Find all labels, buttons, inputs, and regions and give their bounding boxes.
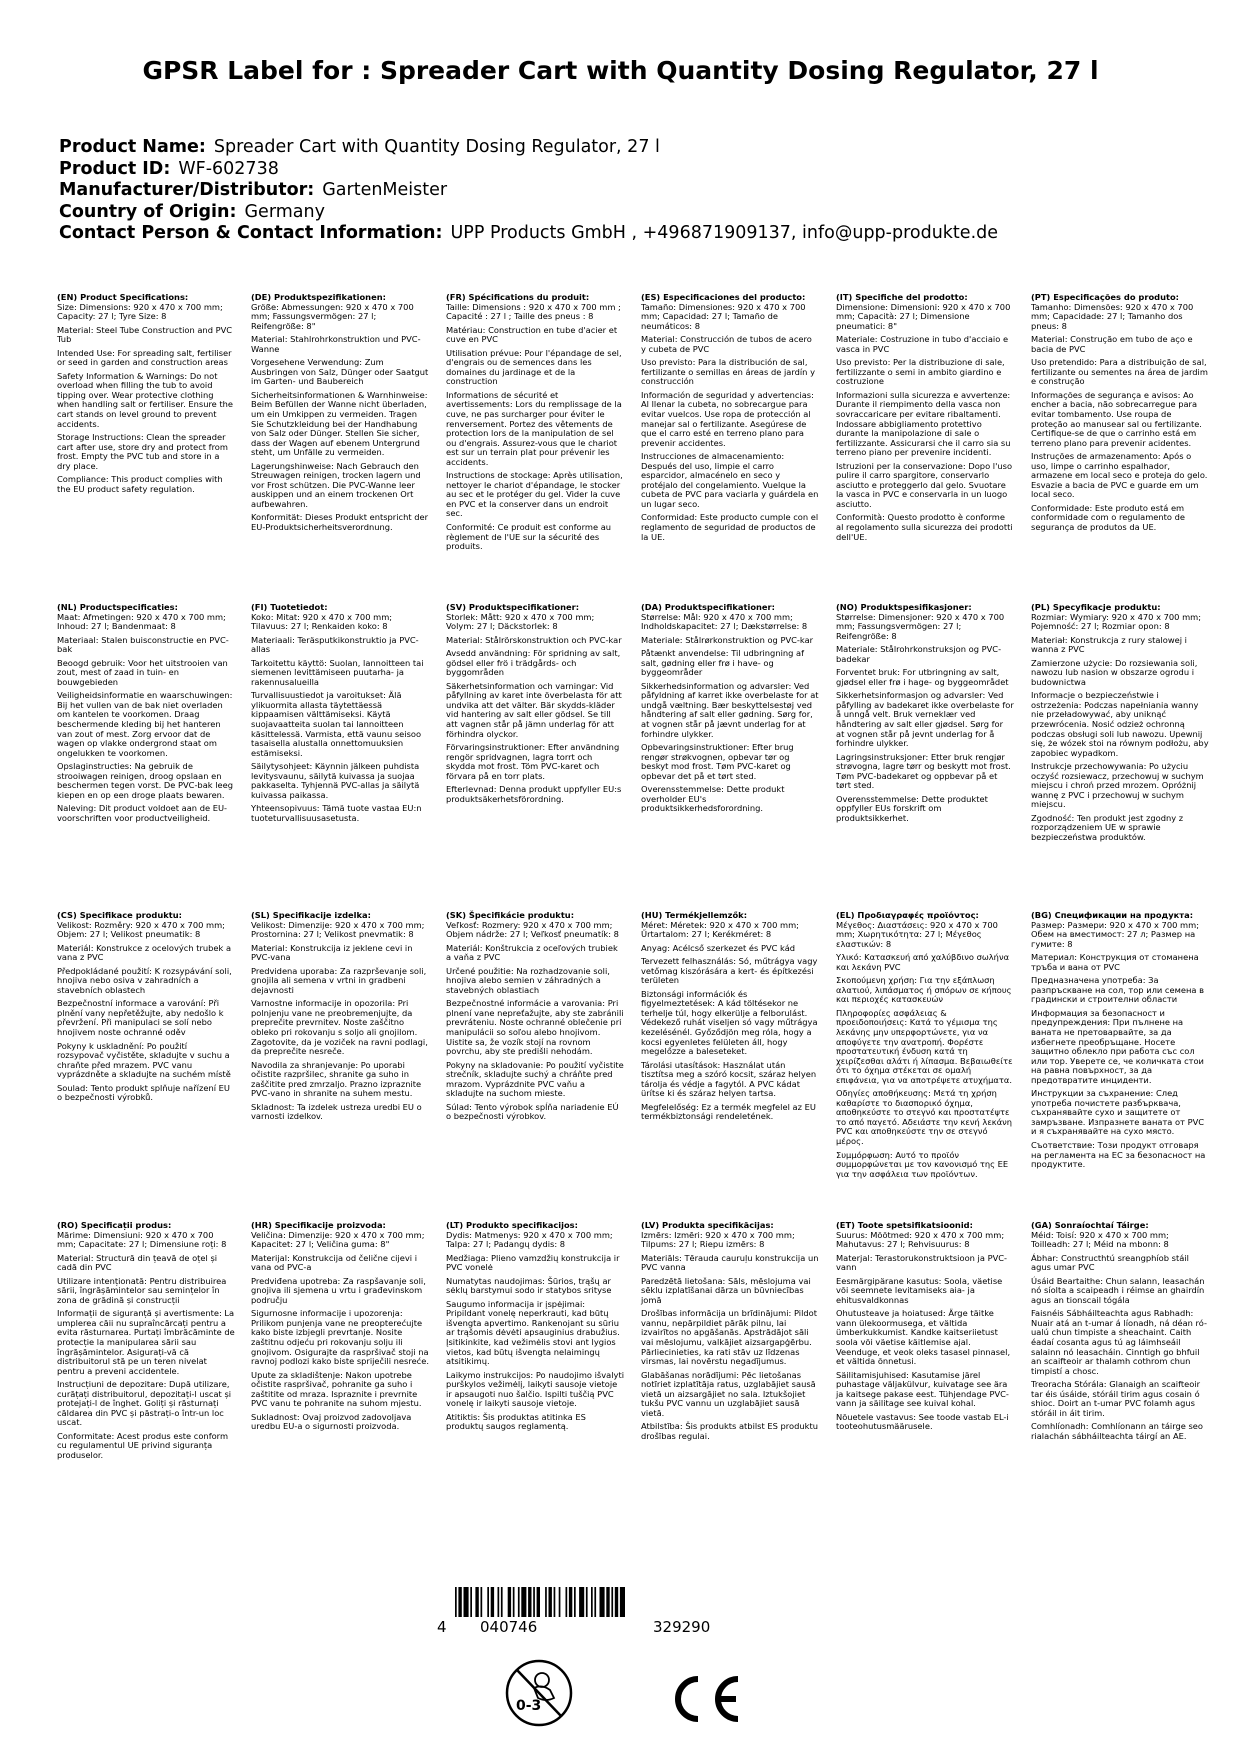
spec-section: Drošības informācija un brīdinājumi: Pildot vannu, nepārpildiet pārāk pilnu, lai izvairītos no apgāšanās. Apstrādājot sāli vai mēslojumu, valkājiet aizsargapģērbu. Pārliecinieties, ka rati stāv uz līdzenas virsmas, lai novērstu negadījumus. xyxy=(641,1308,817,1367)
spec-section: Οδηγίες αποθήκευσης: Μετά τη χρήση καθαρίστε το διασπορικό όχημα, αποθηκεύστε το στεγνό και προστατέψτε το από παγετό. Αδειάστε την κενή λεκάνη PVC και αποθηκεύστε την σε στεγνό μέρος. xyxy=(836,1088,1013,1147)
spec-section: Size: Dimensions: 920 x 470 x 700 mm; Capacity: 27 l; Tyre Size: 8 xyxy=(57,301,223,322)
barcode-bar xyxy=(574,1587,576,1617)
spec-section: Tamanho: Dimensões: 920 x 470 x 700 mm; Capacidade: 27 l; Tamanho dos pneus: 8 xyxy=(1031,301,1194,331)
spec-section: Sikkerhedsinformation og advarsler: Ved påfyldning af karret ikke overbelaste for at undgå væltning. Bær beskyttelsestøj ved håndtering af salt eller gødning. Sørg for, at vognen står på jævnt underlag for at forhindre ulykker. xyxy=(641,680,819,739)
barcode-bar xyxy=(600,1587,605,1617)
language-heading: (IT) Specifiche del prodotto: xyxy=(836,292,968,302)
spec-section: Material: Construcción de tubos de acero y cubeta de PVC xyxy=(641,334,812,354)
spec-section: Sicherheitsinformationen & Warnhinweise: Beim Befüllen der Wanne nicht überladen, um ein Umkippen zu vermeiden. Tragen Sie Schutzkleidung bei der Handhabung von Salz oder Dünger. Stellen Sie sicher, dass der Wagen auf ebenem Untergrund steht, um Unfälle zu vermeiden. xyxy=(251,389,428,458)
spec-section: Säilitamisjuhised: Kasutamise järel puhastage väljakülvur, kuivatage see ära ja kaitsege pakase eest. Tühjendage PVC-vann ja säilitage see kuival kohal. xyxy=(836,1369,1009,1409)
language-block xyxy=(57,293,235,498)
language-block xyxy=(446,1221,624,1436)
spec-section: Velikost: Rozměry: 920 x 470 x 700 mm; Objem: 27 l; Velikost pneumatik: 8 xyxy=(57,919,225,940)
language-heading: (NO) Produktspesifikasjoner: xyxy=(836,602,972,612)
spec-section: Numatytas naudojimas: Šūrios, trąšų ar sėklų barstymui sodo ir statybos srityse xyxy=(446,1275,612,1296)
barcode-bar xyxy=(455,1587,457,1617)
spec-section: Úsáid Beartaithe: Chun salann, leasachán nó síolta a scaipeadh i réimse an ghairdín agus an tionscail tógála xyxy=(1031,1275,1205,1305)
spec-section: Conformità: Questo prodotto è conforme al regolamento sulla sicurezza dei prodotti dell'UE. xyxy=(836,512,1013,542)
product-info xyxy=(59,137,998,245)
language-heading: (LV) Produkta specifikācijas: xyxy=(641,1220,774,1230)
language-heading: (ES) Especificaciones del producto: xyxy=(641,292,806,302)
barcode-bar xyxy=(569,1587,572,1617)
spec-section: Storlek: Mått: 920 x 470 x 700 mm; Volym: 27 l; Däckstorlek: 8 xyxy=(446,611,595,632)
spec-section: Beoogd gebruik: Voor het uitstrooien van zout, mest of zaad in tuin- en bouwgebieden xyxy=(57,657,228,687)
barcode-bar xyxy=(594,1587,596,1617)
spec-section: Biztonsági információk és figyelmeztetések: A kád töltésekor ne terhelje túl, hogy elkerülje a felborulást. Védekező ruhát viseljen só vagy műtrágya kezelésénél. Győződjön meg róla, hogy a kocsi egyenletes felületen áll, hogy megelőzze a baleseteket. xyxy=(641,988,818,1057)
spec-section: Sukladnost: Ovaj proizvod zadovoljava uredbu EU-a o sigurnosti proizvoda. xyxy=(251,1411,412,1432)
spec-section: Storage Instructions: Clean the spreader cart after use, store dry and protect from frost. Empty the PVC tub and store in a dry place. xyxy=(57,432,228,471)
spec-section: Súlad: Tento výrobok spĺňa nariadenie EÚ o bezpečnosti výrobkov. xyxy=(446,1101,619,1122)
spec-section: Glabāšanas norādījumi: Pēc lietošanas notīriet izplatītāja ratus, uzglabājiet sausā vietā un aizsargājiet no sala. Iztukšojiet tukšu PVC vannu un uzglabājiet sausā vietā. xyxy=(641,1369,816,1418)
spec-section: Información de seguridad y advertencias: Al llenar la cubeta, no sobrecargue para evitar vuelcos. Use ropa de protección al manejar sal o fertilizante. Asegúrese de que el carro esté en terreno plano para prevenir accidentes. xyxy=(641,389,814,448)
spec-section: Varnostne informacije in opozorila: Pri polnjenju vane ne preobremenjujte, da preprečite prevrnitev. Noste zaščitno obleko pri rokovanju s soljo ali gnojilom. Zagotovite, da je voziček na ravni podlagi, da preprečite nesreče. xyxy=(251,998,428,1057)
language-heading: (ET) Toote spetsifikatsioonid: xyxy=(836,1220,973,1230)
spec-section: Méid: Toisí: 920 x 470 x 700 mm; Toilleadh: 27 l; Méid na mbonn: 8 xyxy=(1031,1229,1169,1250)
language-block xyxy=(641,911,819,1126)
spec-section: Pokyny na skladovanie: Po použití vyčistite strečník, skladujte suchý a chráňte pred mrazom. Vyprázdnite PVC vaňu a skladujte na suchom mieste. xyxy=(446,1059,624,1099)
language-heading: (DE) Produktspezifikationen: xyxy=(251,292,386,302)
spec-section: Συμμόρφωση: Αυτό το προϊόν συμμορφώνεται με τον κανονισμό της ΕΕ για την ασφάλεια των προϊόντων. xyxy=(836,1149,1009,1179)
spec-section: Utilisation prévue: Pour l'épandage de sel, d'engrais ou de semences dans les domaines du jardinage et de la construction xyxy=(446,347,622,387)
spec-section: Instruções de armazenamento: Após o uso, limpe o carrinho espalhador, armazene em local seco e proteja do gelo. Esvazie a bacia de PVC e guarde em um local seco. xyxy=(1031,451,1208,500)
spec-section: Turvallisuustiedot ja varoitukset: Älä ylikuormita allasta täytettäessä kippaamisen välttämiseksi. Käytä suojavaatteita suolan tai lannoitteen käsittelessä. Varmista, että vaunu seisoo tasaisella alustalla onnettomuuksien estämiseksi. xyxy=(251,690,422,758)
spec-section: Yhteensopivuus: Tämä tuote vastaa EU:n tuoteturvallisuusasetusta. xyxy=(251,803,422,823)
product-id-value: WF-602738 xyxy=(178,158,279,179)
spec-section: Uso previsto: Per la distribuzione di sale, fertilizzante o semi in ambito giardino e costruzione xyxy=(836,357,1005,387)
spec-section: Zamierzone użycie: Do rozsiewania soli, nawozu lub nasion w obszarze ogrodu i budownictwa xyxy=(1031,657,1198,687)
spec-section: Materiál: Konstrukce z ocelových trubek a vana z PVC xyxy=(57,942,232,963)
spec-section: Uso pretendido: Para a distribuição de sal, fertilizante ou sementes na área de jardim e construção xyxy=(1031,357,1208,387)
spec-section: Materiale: Stålrohrkonstruksjon og PVC-badekar xyxy=(836,644,1002,664)
barcode-bar xyxy=(464,1587,469,1617)
spec-section: Naleving: Dit product voldoet aan de EU-voorschriften voor productveiligheid. xyxy=(57,803,228,823)
spec-section: Veličina: Dimenzije: 920 x 470 x 700 mm; Kapacitet: 27 l; Veličina guma: 8" xyxy=(251,1229,425,1250)
language-heading: (PT) Especificações do produto: xyxy=(1031,292,1179,302)
spec-section: Materiaali: Teräsputkikonstruktio ja PVC-allas xyxy=(251,634,419,655)
spec-section: Ábhar: Constructhtú sreangphíob stáil agus umar PVC xyxy=(1031,1252,1189,1273)
spec-section: Materiał: Konstrukcja z rury stalowej i wanna z PVC xyxy=(1031,634,1187,655)
spec-section: Bezpečnostní informace a varování: Při plnění vany nepřetěžujte, aby nedošlo k převržení. Při manipulaci se solí nebo hnojivem noste ochranné oděv xyxy=(57,998,224,1038)
spec-section: Conformidad: Este producto cumple con el reglamento de seguridad de productos de la UE. xyxy=(641,512,819,542)
spec-section: Comhlíonadh: Comhlíonann an táirge seo rialachán sábháilteachta táirgí an AE. xyxy=(1031,1421,1203,1441)
spec-section: Overensstemmelse: Dette produkt overholder EU's produktsikkerhedsforordning. xyxy=(641,784,785,814)
no-small-children-icon xyxy=(504,1658,574,1728)
contact-label: Contact Person & Contact Information: xyxy=(59,223,443,244)
spec-section: Matériau: Construction en tube d'acier et cuve en PVC xyxy=(446,324,618,345)
barcode-bar xyxy=(615,1587,618,1617)
language-block xyxy=(1031,293,1209,537)
spec-section: Laikymo instrukcijos: Po naudojimo išvalyti purškylos vežimėlį, laikyti sausoje vietoje ir apsaugoti nuo šalčio. Ispilti tuščią PVC vonelę ir laikyti sausoje vietoje. xyxy=(446,1369,625,1409)
spec-section: Zgodność: Ten produkt jest zgodny z rozporządzeniem UE w sprawie bezpieczeństwa produktów. xyxy=(1031,812,1184,843)
language-heading: (FR) Spécifications du produit: xyxy=(446,292,590,302)
spec-section: Conformité: Ce produit est conforme au règlement de l'UE sur la sécurité des produits. xyxy=(446,522,612,552)
spec-section: Материал: Конструкция от стоманена тръба и вана от PVC xyxy=(1031,952,1199,972)
barcode-bar xyxy=(611,1587,613,1617)
barcode-bar xyxy=(566,1587,568,1617)
spec-section: Material: Structură din țeavă de oțel și cadă din PVC xyxy=(57,1252,218,1273)
spec-section: Sigurnosne informacije i upozorenja: Prilikom punjenja vane ne preopterećujte kako biste izbjegli prevrtanje. Nosite zaštitnu odjeću pri rokovanju solju ili gnojivom. Osigurajte da raspršivač stoji na ravnoj podlozi kako biste spriječili nesreće. xyxy=(251,1308,429,1367)
spec-section: Materiál: Konštrukcia z oceľových trubiek a vaňa z PVC xyxy=(446,942,618,963)
language-heading: (GA) Sonraíochtaí Táirge: xyxy=(1031,1220,1149,1230)
barcode-bar xyxy=(513,1587,515,1617)
spec-section: Πληροφορίες ασφάλειας & προειδοποιήσεις: Κατά το γέμισμα της λεκάνης μην υπερφορτώνετε, για να αποφύγετε την ανατροπή. Φορέστε προστατευτική ένδυση κατά τη χειρίζεσθαι αλάτι ή λίπασμα. Βεβαιωθείτε ότι το όχημα στέκεται σε ομαλή επιφάνεια, για να αποτρέψετε ατυχήματα. xyxy=(836,1007,1013,1085)
language-heading: (CS) Specifikace produktu: xyxy=(57,910,182,920)
spec-section: Informații de siguranță și avertismente: La umplerea căii nu supraîncărcați pentru a evita răsturnarea. Purtați îmbrăcăminte de protecție la manipularea sării sau îngrășămintelor. Asigurați-vă că distribuitorul stă pe un teren nivelat pentru a preveni accidentele. xyxy=(57,1308,235,1376)
barcode-bar xyxy=(620,1587,625,1617)
manufacturer-value: GartenMeister xyxy=(322,180,448,201)
spec-section: Materiāls: Tērauda cauruļu konstrukcija un PVC vanna xyxy=(641,1252,819,1273)
spec-section: Instructions de stockage: Après utilisation, nettoyer le chariot d'épandage, le stocker au sec et le protéger du gel. Vider la cuve en PVC et la conserver dans un endroit sec. xyxy=(446,470,623,519)
language-block xyxy=(641,1221,819,1445)
spec-section: Skladnost: Ta izdelek ustreza uredbi EU o varnosti izdelkov. xyxy=(251,1101,422,1122)
spec-section: Größe: Abmessungen: 920 x 470 x 700 mm; Fassungsvermögen: 27 l; Reifengröße: 8" xyxy=(251,301,414,331)
barcode-bar xyxy=(470,1587,472,1617)
spec-section: Materiaal: Stalen buisconstructie en PVC-bak xyxy=(57,634,229,655)
spec-section: Material: Steel Tube Construction and PVC Tub xyxy=(57,324,233,345)
spec-section: Påtænkt anvendelse: Til udbringning af salt, gødning eller frø i have- og byggeområder xyxy=(641,648,805,678)
spec-section: Safety Information & Warnings: Do not overload when filling the tub to avoid tipping over. Wear protective clothing when handling salt or fertiliser. Ensure the cart stands on level ground to prevent accidents. xyxy=(57,370,234,429)
spec-section: Sikkerhetsinformasjon og advarsler: Ved påfylling av badekaret ikke overbelaste for å unngå velt. Bruk verneklær ved håndtering av salt eller gjødsel. Sørg for at vognen står på jevnt underlag for å forhindre ulykker. xyxy=(836,690,1014,749)
spec-section: Materiale: Costruzione in tubo d'acciaio e vasca in PVC xyxy=(836,334,1009,354)
spec-section: Съответствие: Този продукт отговаря на регламента на ЕС за безопасност на продуктите. xyxy=(1031,1140,1206,1170)
barcode-bar xyxy=(501,1587,503,1617)
spec-section: Tarkoitettu käyttö: Suolan, lannoitteen tai siemenen levittämiseen puutarha- ja rakennusalueilla xyxy=(251,657,424,687)
barcode-bar xyxy=(549,1587,552,1617)
spec-section: Koko: Mitat: 920 x 470 x 700 mm; Tilavuus: 27 l; Renkaiden koko: 8 xyxy=(251,611,393,632)
spec-section: Информация за безопасност и предупреждения: При пълнене на ваната не претоварвайте, за да избегнете преобръщане. Носете защитно облекло при работа със сол или тор. Уверете се, че количката стои на равна повърхност, за да предотвратите инциденти. xyxy=(1031,1007,1204,1085)
language-heading: (BG) Спецификации на продукта: xyxy=(1031,910,1194,920)
language-heading: (PL) Specyfikacje produktu: xyxy=(1031,602,1161,612)
spec-section: Pokyny k uskladnění: Po použití rozsypovač vyčistěte, skladujte v suchu a chraňte před mrazem. PVC vanu vyprázdněte a skladujte na suchém místě xyxy=(57,1040,231,1080)
spec-section: Forventet bruk: For utbringning av salt, gjødsel eller frø i hage- og byggeområdet xyxy=(836,667,1009,687)
language-block xyxy=(641,293,819,546)
spec-section: Compliance: This product complies with the EU product safety regulation. xyxy=(57,474,223,494)
product-name-label: Product Name: xyxy=(59,137,206,157)
barcode-bar xyxy=(559,1587,561,1617)
spec-section: Materjal: Terastorukonstruktsioon ja PVC-vann xyxy=(836,1252,1008,1273)
spec-section: Vorgesehene Verwendung: Zum Ausbringen von Salz, Dünger oder Saatgut im Garten- und Baubereich xyxy=(251,357,429,387)
barcode-bar xyxy=(498,1587,500,1617)
product-name-value: Spreader Cart with Quantity Dosing Regulator, 27 l xyxy=(213,137,660,157)
country-label: Country of Origin: xyxy=(59,201,237,222)
spec-section: Konformität: Dieses Produkt entspricht der EU-Produktsicherheitsverordnung. xyxy=(251,512,429,533)
spec-section: Megfelelőség: Ez a termék megfelel az EU termékbiztonsági rendeletének. xyxy=(641,1101,816,1122)
spec-section: Veľkosť: Rozmery: 920 x 470 x 700 mm; Objem nádrže: 27 l; Veľkosť pneumatík: 8 xyxy=(446,919,619,940)
contact-row xyxy=(59,223,998,245)
language-heading: (HU) Termékjellemzők: xyxy=(641,910,748,920)
spec-section: Ohutusteave ja hoiatused: Ärge täitke vann ülekoormusega, et vältida ümberkukkumist. Kandke kaitseriietust soola või väetise käitlemise ajal. Veenduge, et veok oleks tasasel pinnasel, et vältida õnnetusi. xyxy=(836,1308,1011,1367)
barcode-bar xyxy=(491,1587,494,1617)
language-heading: (SV) Produktspecifikationer: xyxy=(446,602,580,612)
spec-section: Informações de segurança e avisos: Ao encher a bacia, não sobrecarregue para evitar tombamento. Use roupa de proteção ao manusear sal ou fertilizante. Certifique-se de que o carrinho está em terreno plano para prevenir acidentes. xyxy=(1031,389,1202,448)
spec-section: Størrelse: Dimensjoner: 920 x 470 x 700 mm; Fassungsvermögen: 27 l; Reifengröße: 8 xyxy=(836,611,1005,641)
spec-section: Instrucciones de almacenamiento: Después del uso, limpie el carro esparcidor, almacénelo en seco y protéjalo del congelamiento. Vuelque la cubeta de PVC para vaciarla y guárdela en un lugar seco. xyxy=(641,451,819,509)
spec-section: Taille: Dimensions : 920 x 470 x 700 mm ; Capacité : 27 l ; Taille des pneus : 8 xyxy=(446,301,621,322)
spec-section: Μέγεθος: Διαστάσεις: 920 x 470 x 700 mm; Χωρητικότητα: 27 l; Μέγεθος ελαστικών: 8 xyxy=(836,919,998,949)
page-title: GPSR Label for : Spreader Cart with Quantity Dosing Regulator, 27 l xyxy=(142,56,1099,85)
age-badge-text: 0-3 xyxy=(516,1698,542,1714)
ce-mark-icon xyxy=(666,1674,746,1724)
spec-section: Instrukcje przechowywania: Po użyciu oczyść rozsiewacz, przechowuj w suchym miejscu i chroń przed mrozem. Opróżnij wannę z PVC i przechowuj w suchym miejscu. xyxy=(1031,761,1204,810)
barcode-bar xyxy=(606,1587,609,1617)
barcode-bar xyxy=(528,1587,531,1617)
language-block xyxy=(446,911,624,1126)
spec-section: Izmērs: Izmēri: 920 x 470 x 700 mm; Tilpums: 27 l; Riepu izmērs: 8 xyxy=(641,1229,795,1250)
spec-section: Anyag: Acélcső szerkezet és PVC kád xyxy=(641,942,796,953)
spec-section: Предназначена употреба: За разпръскване на сол, тор или семена в градински и строителни области xyxy=(1031,975,1204,1005)
spec-section: Predviđena upotreba: Za raspšavanje soli, gnojiva ili sjemena u vrtu i građevinskom području xyxy=(251,1275,426,1305)
spec-section: Materiale: Stålrørkonstruktion og PVC-kar xyxy=(641,634,814,645)
language-block xyxy=(1031,603,1209,847)
language-block xyxy=(641,603,819,818)
spec-section: Tamaño: Dimensiones: 920 x 470 x 700 mm; Capacidad: 27 l; Tamaño de neumáticos: 8 xyxy=(641,301,806,331)
language-block xyxy=(836,911,1014,1183)
language-block xyxy=(251,1221,429,1436)
language-heading: (EL) Προδιαγραφές προϊόντος: xyxy=(836,910,979,920)
language-block xyxy=(836,1221,1014,1436)
barcode-bar xyxy=(545,1587,547,1617)
spec-section: Soulad: Tento produkt splňuje nařízení EU o bezpečnosti výrobků. xyxy=(57,1082,230,1103)
language-block xyxy=(251,603,429,827)
spec-section: Treoracha Stórála: Glanaigh an scaifteoir tar éis úsáide, stóráil tirim agus cosain ó shioc. Doirt an t-umar PVC folamh agus stóráil in áit tirim. xyxy=(1031,1379,1201,1418)
barcode-bar xyxy=(537,1587,540,1617)
spec-section: Material: Konstrukcija iz jeklene cevi in PVC-vana xyxy=(251,942,413,963)
spec-section: Opslaginstructies: Na gebruik de strooiwagen reinigen, droog opslaan en beschermen tegen vorst. De PVC-bak leeg kiepen en op een droge plaats bewaren. xyxy=(57,761,234,800)
barcode-bar xyxy=(533,1587,535,1617)
language-block xyxy=(1031,911,1209,1174)
spec-section: Paredzētā lietošana: Sāls, mēslojuma vai sēklu izplatīšanai dārza un būvniecības jomā xyxy=(641,1275,811,1305)
spec-section: Förvaringsinstruktioner: Efter användning rengör spridvagnen, lagra torrt och skydda mot frost. Töm PVC-karet och förvara på en torr plats. xyxy=(446,742,620,781)
spec-section: Istruzioni per la conservazione: Dopo l'uso pulire il carro spargitore, conservarlo asciutto e proteggerlo dal gelo. Svuotare la vasca in PVC e conservarla in un luogo asciutto. xyxy=(836,460,1013,509)
product-id-label: Product ID: xyxy=(59,158,171,179)
barcode-bar xyxy=(586,1587,588,1617)
spec-section: Material: Construção em tubo de aço e bacia de PVC xyxy=(1031,334,1193,354)
barcode-digits-2: 040746 xyxy=(480,1618,538,1636)
language-heading: (SL) Specifikacije izdelka: xyxy=(251,910,371,920)
barcode-bar xyxy=(521,1587,526,1617)
language-block xyxy=(1031,1221,1209,1445)
spec-section: Instrucțiuni de depozitare: După utilizare, curățați distribuitorul, depozitați-l uscat și protejați-l de înghet. Goliți și răsturnați căldarea din PVC și păstrați-o într-un loc uscat. xyxy=(57,1379,232,1428)
language-block xyxy=(836,603,1014,827)
language-block xyxy=(446,293,624,556)
spec-section: Upute za skladištenje: Nakon upotrebe očistite raspršivač, pohranite ga suho i zaštitite od mraza. Ispraznite i prevrnite PVC vanu te pohranite na suhom mjestu. xyxy=(251,1369,422,1409)
spec-section: Υλικό: Κατασκευή από χαλύβδινο σωλήνα και λεκάνη PVC xyxy=(836,952,1010,972)
manufacturer-label: Manufacturer/Distributor: xyxy=(59,180,315,201)
language-block xyxy=(446,603,624,808)
spec-section: Predvidena uporaba: Za razprševanje soli, gnojila ali semena v vrtni in gradbeni dejavnosti xyxy=(251,965,427,995)
spec-section: Conformitate: Acest produs este conform cu regulamentul UE privind siguranța produselor. xyxy=(57,1430,229,1461)
spec-section: Materijal: Konstrukcija od čelične cijevi i vana od PVC-a xyxy=(251,1252,418,1273)
spec-section: Lagringsinstruksjoner: Etter bruk rengjør strøvogna, lagre tørr og beskytt mot frost. Tøm PVC-badekaret og oppbevar på et tørt sted. xyxy=(836,751,1011,791)
spec-section: Conformidade: Este produto está em conformidade com o regulamento de segurança de produtos da UE. xyxy=(1031,502,1186,533)
contact-value: UPP Products GmbH , +496871909137, info@upp-produkte.de xyxy=(450,223,999,244)
language-heading: (NL) Productspecificaties: xyxy=(57,602,178,612)
language-heading: (LT) Produkto specifikacijos: xyxy=(446,1220,578,1230)
spec-section: Faisnéis Sábháilteachta agus Rabhadh: Nuair atá an t-umar á líonadh, ná déan ró-ualú chun timpiste a sheachaint. Caith éadaí cosanta agus tú ag láimhseáil salainn nó leasacháin. Cinntigh go bhfuil an scaifteoir ar thalamh cothrom chun timpistí a chosc. xyxy=(1031,1308,1207,1376)
country-value: Germany xyxy=(244,201,325,222)
barcode-bar xyxy=(554,1587,556,1617)
product-name-row xyxy=(59,137,998,159)
spec-section: Mărime: Dimensiuni: 920 x 470 x 700 mm; Capacitate: 27 l; Dimensiune roți: 8 xyxy=(57,1229,227,1250)
spec-section: Opbevaringsinstruktioner: Efter brug rengør strøkvognen, opbevar tør og beskyt mod frost. Tøm PVC-karet og opbevar det på et tørt sted. xyxy=(641,742,794,781)
spec-section: Tárolási utasítások: Használat után tisztítsa meg a szóró kocsit, száraz helyen tárolja és védje a fagytól. A PVC kádat ürítse ki és száraz helyen tartsa. xyxy=(641,1059,817,1099)
spec-section: Σκοπούμενη χρήση: Για την εξάπλωση αλατιού, λιπάσματος ή σπόρων σε κήπους και περιοχές κατασκευών xyxy=(836,975,1012,1005)
spec-section: Saugumo informacija ir įspėjimai: Pripildant vonelę neperkrauti, kad būtų išvengta apvertimo. Rankenojant su sūriu ar trąšomis dėvėti apsauginius drabužius. Įsitikinkite, kad vežimėlis stovi ant lygios vietos, kad būtų išvengta nelaimingų atsitikimų. xyxy=(446,1298,620,1367)
barcode-digits-3: 329290 xyxy=(653,1618,711,1636)
spec-section: Размер: Размери: 920 x 470 x 700 mm; Обем на вместимост: 27 л; Размер на гумите: 8 xyxy=(1031,919,1199,949)
spec-section: Uso previsto: Para la distribución de sal, fertilizante o semillas en áreas de jardín y construcción xyxy=(641,357,815,387)
spec-section: Tervezett felhasználás: Só, műtrágya vagy vetőmag kiszórására a kert- és építkezési területen xyxy=(641,956,818,986)
spec-section: Informacje o bezpieczeństwie i ostrzeżenia: Podczas napełniania wanny nie przeładowywać, aby uniknąć przewrócenia. Nosić odzież ochronną podczas obsługi soli lub nawozu. Upewnij się, że wózek stoi na równym podłożu, aby zapobiec wypadkom. xyxy=(1031,690,1209,758)
spec-section: Lagerungshinweise: Nach Gebrauch den Streuwagen reinigen, trocken lagern und vor Frost schützen. Die PVC-Wanne leer auskippen und an einem trockenen Ort aufbewahren. xyxy=(251,460,421,509)
spec-section: Säkerhetsinformation och varningar: Vid påfyllning av karet inte överbelasta för att undvika att det välter. Bär skydds-kläder vid hantering av salt eller gödsel. Se till att vagnen står på jämn underlag för att förhindra olyckor. xyxy=(446,680,622,739)
spec-section: Nõuetele vastavus: See toode vastab EL-i tooteohutusmäärusele. xyxy=(836,1411,1009,1432)
country-row xyxy=(59,202,998,224)
language-block xyxy=(57,603,235,827)
spec-section: Informations de sécurité et avertissements: Lors du remplissage de la cuve, ne pas surcharger pour éviter le renversement. Portez des vêtements de protection lors de la manipulation de sel ou d'engrais. Assurez-vous que le chariot est sur un terrain plat pour prévenir les accidents. xyxy=(446,389,622,467)
spec-section: Atitiktis: Šis produktas atitinka ES produktų saugos reglamentą. xyxy=(446,1411,586,1432)
language-heading: (RO) Specificații produs: xyxy=(57,1220,172,1230)
barcode-bar xyxy=(481,1587,483,1617)
spec-section: Material: Stahlrohrkonstruktion und PVC-Wanne xyxy=(251,334,421,354)
spec-section: Инструкции за съхранение: След употреба почистете разбърквача, съхранявайте сухо и защитете от замръзване. Изпразнете ваната от PVC и я съхранявайте на сухо място. xyxy=(1031,1088,1205,1137)
spec-section: Säilytysohjeet: Käynnin jälkeen puhdista levitysvaunu, säilytä kuivassa ja suojaa pakkaselta. Tyhjennä PVC-allas ja säilytä kuivassa paikassa. xyxy=(251,761,420,800)
barcode-bar xyxy=(518,1587,520,1617)
spec-section: Eesmärgipärane kasutus: Soola, väetise või seemnete levitamiseks aia- ja ehitusvaldkonnas xyxy=(836,1275,1003,1305)
product-id-row xyxy=(59,159,998,181)
language-heading: (HR) Specifikacije proizvoda: xyxy=(251,1220,386,1230)
barcode-bar xyxy=(475,1587,478,1617)
barcode xyxy=(437,1587,797,1617)
spec-section: Medžiaga: Plieno vamzdžių konstrukcija ir PVC vonelė xyxy=(446,1252,620,1273)
spec-section: Efterlevnad: Denna produkt uppfyller EU:s produktsäkerhetsförordning. xyxy=(446,784,622,804)
spec-section: Utilizare intenționată: Pentru distribuirea sării, îngrășămintelor sau semințelor în zona de grădină și construcții xyxy=(57,1275,227,1305)
language-heading: (FI) Tuotetiedot: xyxy=(251,602,328,612)
manufacturer-row xyxy=(59,180,998,202)
language-heading: (SK) Špecifikácie produktu: xyxy=(446,910,575,920)
spec-section: Méret: Méretek: 920 x 470 x 700 mm; Űrtartalom: 27 l; Kerékméret: 8 xyxy=(641,919,799,940)
spec-section: Dimensione: Dimensioni: 920 x 470 x 700 mm; Capacità: 27 l; Dimensione pneumatici: 8" xyxy=(836,301,1011,331)
spec-section: Dydis: Matmenys: 920 x 470 x 700 mm; Talpa: 27 l; Padangų dydis: 8 xyxy=(446,1229,613,1250)
spec-section: Informazioni sulla sicurezza e avvertenze: Durante il riempimento della vasca non sovraccaricare per evitare ribaltamenti. Indossare abbigliamento protettivo durante la manipolazione di sale o fertilizzante. Assicurarsi che il carro sia su terreno piano per prevenire incidenti. xyxy=(836,389,1011,458)
spec-section: Určené použitie: Na rozhadzovanie soli, hnojiva alebo semien v záhradných a stavebných oblastiach xyxy=(446,965,610,995)
barcode-bar xyxy=(458,1587,461,1617)
barcode-bar xyxy=(508,1587,511,1617)
language-block xyxy=(836,293,1014,546)
barcode-digit-1: 4 xyxy=(437,1618,447,1636)
spec-section: Navodila za shranjevanje: Po uporabi očistite razpršilec, shranite ga suho in zaščitite pred zmrzaljo. Prazno izpraznite PVC-vano in shranite na suhem mestu. xyxy=(251,1059,422,1099)
barcode-bar xyxy=(487,1587,489,1617)
spec-section: Material: Stålrörskonstruktion och PVC-kar xyxy=(446,634,622,645)
spec-section: Velikost: Dimenzije: 920 x 470 x 700 mm; Prostornina: 27 l; Velikost pnevmatik: 8 xyxy=(251,919,425,940)
spec-section: Předpokládané použití: K rozsypávání soli, hnojiva nebo osiva v zahradních a stavebních oblastech xyxy=(57,965,232,995)
spec-section: Størrelse: Mål: 920 x 470 x 700 mm; Indholdskapacitet: 27 l; Dækstørrelse: 8 xyxy=(641,611,808,632)
spec-section: Veiligheidsinformatie en waarschuwingen: Bij het vullen van de bak niet overladen om kantelen te voorkomen. Draag beschermende kleding bij het hanteren van zout of mest. Zorg ervoor dat de wagen op vlakke ondergrond staat om ongelukken te voorkomen. xyxy=(57,690,233,758)
spec-section: Rozmiar: Wymiary: 920 x 470 x 700 mm; Pojemność: 27 l; Rozmiar opon: 8 xyxy=(1031,611,1202,632)
spec-section: Avsedd användning: För spridning av salt, gödsel eller frö i trädgårds- och byggområden xyxy=(446,648,621,678)
language-heading: (DA) Produktspecifikationer: xyxy=(641,602,775,612)
language-block xyxy=(57,1221,235,1465)
spec-section: Atbilstība: Šis produkts atbilst ES produktu drošības regulai. xyxy=(641,1421,818,1441)
language-block xyxy=(251,911,429,1126)
barcode-bar xyxy=(591,1587,593,1617)
language-heading: (EN) Product Specifications: xyxy=(57,292,189,302)
barcode-bar xyxy=(579,1587,584,1617)
spec-section: Overensstemmelse: Dette produktet oppfyller EUs forskrift om produktsikkerhet. xyxy=(836,793,988,823)
spec-section: Suurus: Mõõtmed: 920 x 470 x 700 mm; Mahutavus: 27 l; Rehvisuurus: 8 xyxy=(836,1229,1005,1250)
spec-section: Maat: Afmetingen: 920 x 470 x 700 mm; Inhoud: 27 l; Bandenmaat: 8 xyxy=(57,611,226,632)
language-block xyxy=(57,911,235,1107)
language-block xyxy=(251,293,429,537)
spec-section: Intended Use: For spreading salt, fertiliser or seed in garden and construction areas xyxy=(57,347,232,368)
spec-section: Bezpečnostné informácie a varovania: Pri plnení vane nepreťažujte, aby ste zabránili prevráteniu. Noste ochranné oblečenie pri manipulácii so soľou alebo hnojivom. Uistite sa, že vozík stojí na rovnom povrchu, aby ste predišli nehodám. xyxy=(446,998,624,1057)
